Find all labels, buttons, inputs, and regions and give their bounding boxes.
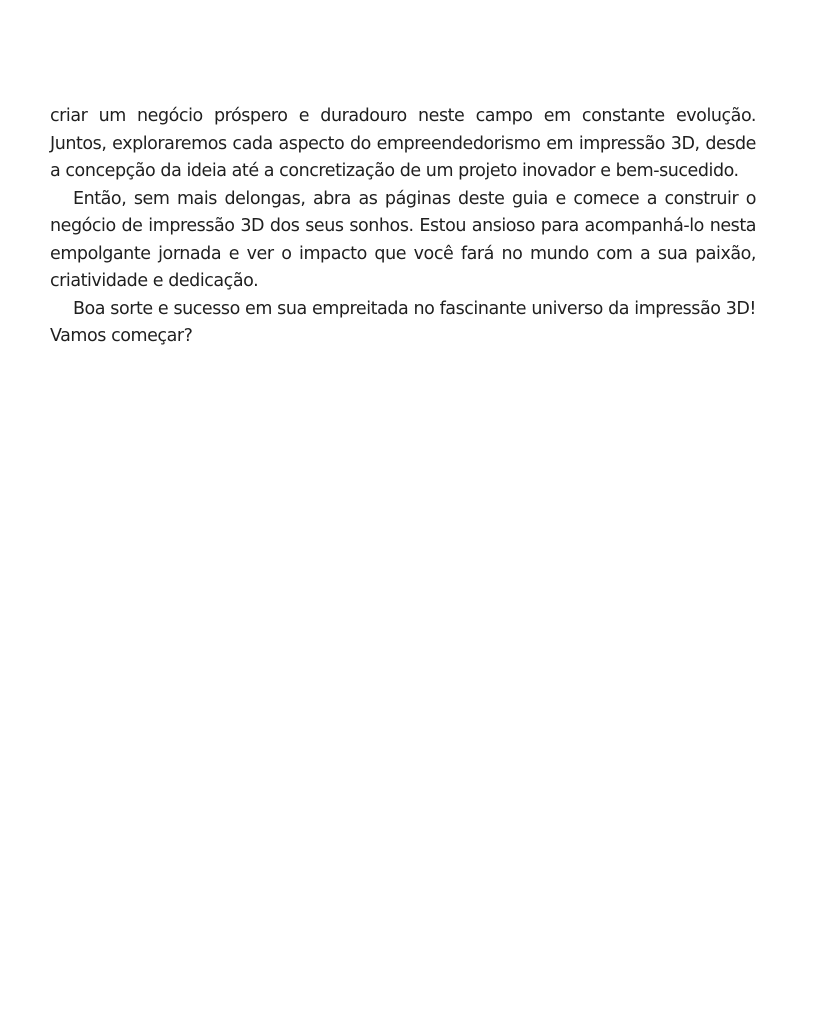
paragraph-continuation: criar um negócio próspero e duradouro neste campo em constante evolução. Juntos, exploraremos cada aspecto do empreendedorismo em impressão 3D, desde a concepção da ideia até a concretização de um projeto inovador e bem-sucedido. — [50, 106, 756, 181]
paragraph-closing-invitation: Então, sem mais delongas, abra as páginas deste guia e comece a construir o negócio de impressão 3D dos seus sonhos. Estou ansioso para acompanhá-lo nesta empolgante jornada e ver o impacto que você fará no mundo com a sua paixão, criatividade e dedicação. — [50, 188, 756, 291]
body-text — [50, 103, 756, 351]
paragraph-good-luck: Boa sorte e sucesso em sua empreitada no fascinante universo da impressão 3D! Vamos começar? — [50, 298, 756, 346]
